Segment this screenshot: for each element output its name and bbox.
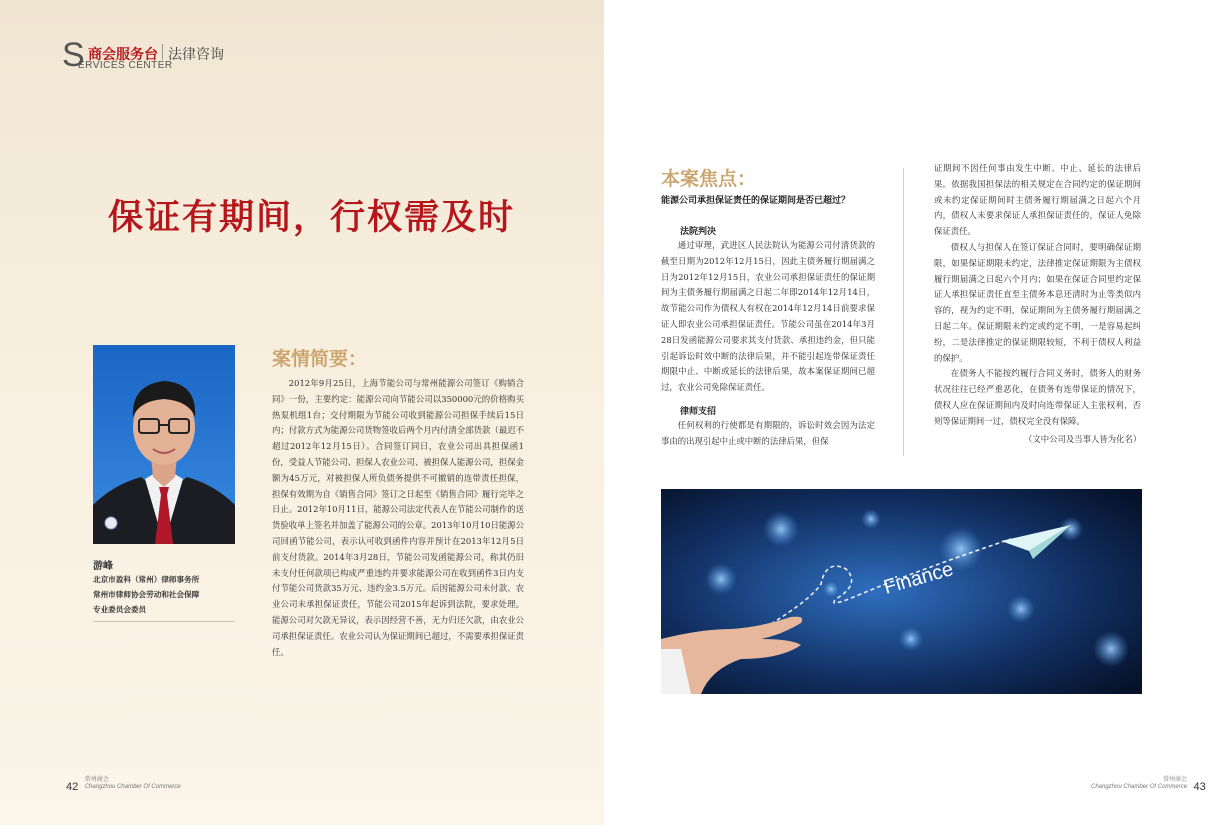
- advice-paragraph: 债权人与担保人在签订保证合同时，要明确保证期限，如果保证期限未约定，法律推定保证期限为主债权履行期届满之日起六个月内；如果在保证合同里约定保证人承担保证责任直至主债务本息还清时为止等类似内容的，视为约定不明，保证期间为主债务履行期届满之日起二年。保证期限未约定或约定不明，一是容易起纠纷，二是法律推定的保证期限较短，不利于债权人利益的保护。: [934, 241, 1141, 363]
- affiliation-line: 专业委员会委员: [93, 605, 147, 614]
- judgment-heading: 法院判决: [680, 227, 717, 237]
- author-divider: [93, 621, 235, 622]
- page-number: 42: [66, 781, 79, 793]
- advice-paragraph: 任何权利的行使都是有期限的，诉讼时效会因为法定事由的出现引起中止或中断的法律后果，但保: [661, 420, 875, 446]
- lawyer-advice-text-col1: [661, 418, 875, 450]
- lawyer-advice-text-col2: [934, 161, 1141, 430]
- magazine-name-en: Changzhou Chamber Of Commerce: [1091, 784, 1188, 790]
- right-folio: [1091, 777, 1206, 795]
- case-summary-heading: 案情简要：: [272, 348, 368, 370]
- left-folio: [66, 777, 181, 795]
- case-paragraph: 2012年9月25日，上海节能公司与常州能源公司签订《购销合同》一份，主要约定：能源公司向节能公司以350000元的价格购买热泵机组1台；交付期限为节能公司收到能源公司担保手续后15日内；付款方式为能源公司货物签收后两个月内付清全部货款（最迟不超过2012年12月15日）。合同签订同日，农业公司出具担保函1份，受益人节能公司、担保人农业公司、被担保人能源公司，担保金额为45万元，对被担保人所负债务提供不可撤销的连带责任担保，担保有效期为自《销售合同》签订之日起至《销售合同》履行完毕之日止。2012年10月11日，能源公司法定代表人在节能公司制作的送货验收单上签名并加盖了能源公司的公章。2013年10月10日能源公司回函节能公司，表示认可收到函件内容并预计在2013年12月5日前支付货款。2014年3月28日，节能公司发函能源公司，称其仍旧未支付任何款项已构成严重违约并要求能源公司在收到函件3日内支付节能公司货款35万元、违约金3.5万元。后因能源公司未付款、农业公司未承担保证责任，节能公司2015年起诉到法院，要求处理。能源公司对欠款无异议，表示因经营不善，无力归还欠款，由农业公司承担保证责任。农业公司认为保证期间已超过，不需要承担保证责任。: [272, 378, 525, 657]
- case-summary-text: [272, 376, 524, 660]
- magazine-name-cn: 常州商会: [1163, 777, 1188, 783]
- header-divider: [162, 44, 163, 60]
- magazine-name-en: Changzhou Chamber Of Commerce: [84, 784, 181, 790]
- affiliation-line: 北京市盈科（常州）律师事务所: [93, 575, 200, 584]
- column-divider: [903, 168, 904, 456]
- header-column: 法律咨询: [168, 47, 224, 63]
- affiliation-line: 常州市律师协会劳动和社会保障: [93, 590, 200, 599]
- author-affiliation: [93, 572, 243, 617]
- magazine-name-cn: 常州商会: [84, 777, 109, 783]
- focus-heading: 本案焦点：: [661, 168, 757, 190]
- advice-paragraph: 证期间不因任何事由发生中断、中止、延长的法律后果。依据我国担保法的相关规定在合同约定的保证期间或未约定保证期间时主债务履行期届满之日起六个月内，债权人未要求保证人承担保证责任的，保证人免除保证责任。: [934, 163, 1141, 237]
- finance-word: Finance: [881, 558, 956, 599]
- article-title: 保证有期间，行权需及时: [108, 198, 516, 238]
- author-name: 游峰: [93, 561, 113, 572]
- focus-question: 能源公司承担保证责任的保证期间是否已超过？: [661, 196, 851, 206]
- right-page: [604, 0, 1208, 825]
- page-number: 43: [1193, 781, 1206, 793]
- header-initial: S: [62, 36, 85, 74]
- lawyer-advice-heading: 律师支招: [680, 407, 717, 417]
- judgment-paragraph: 通过审理，武进区人民法院认为能源公司付清货款的截至日期为2012年12月15日，因此主债务履行期届满之日为2012年12月15日，农业公司承担保证责任的保证期间为主债务履行期届满之日起二年即2014年12月14日，故节能公司作为债权人有权在2014年12月14日前要求保证人即农业公司承担保证责任。节能公司虽在2014年3月28日发函能源公司要求其支付货款、承担违约金，但只能引起诉讼时效中断的法律后果，并不能引起连带保证责任期限中止、中断或延长的法律后果，故本案保证期间已超过，农业公司免除保证责任。: [661, 240, 875, 393]
- advice-paragraph: 在债务人不能按约履行合同义务时，债务人的财务状况往往已经严重恶化，在债务有连带保证的情况下，债权人应在保证期间内及时向连带保证人主张权利，否则等保证期间一过，债权完全没有保障。: [934, 368, 1141, 426]
- pseudonym-note: （文中公司及当事人皆为化名）: [1024, 434, 1142, 444]
- author-photo: [93, 345, 235, 544]
- header-section: 商会服务台: [88, 47, 158, 63]
- header-english: ERVICES CENTER: [78, 60, 173, 71]
- finance-image: [661, 489, 1142, 694]
- judgment-text: [661, 238, 875, 396]
